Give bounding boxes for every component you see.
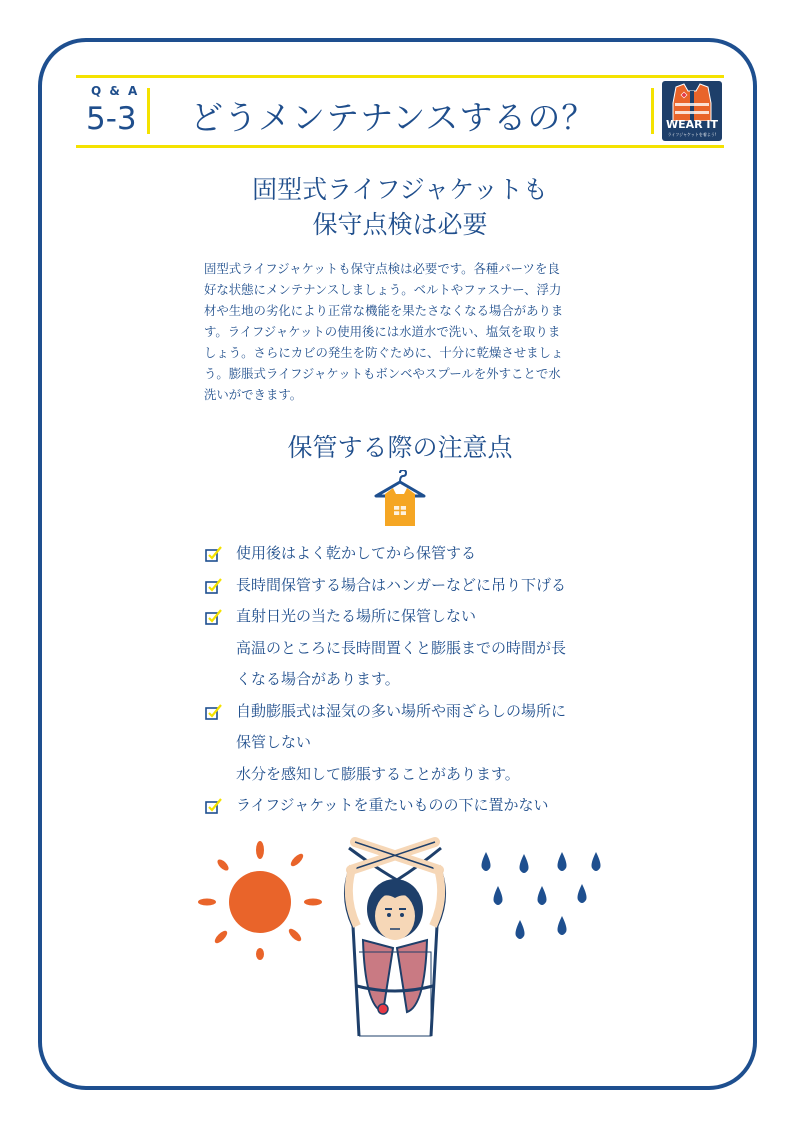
checklist-item-text: 長時間保管する場合はハンガーなどに吊り下げる [236,575,567,594]
header-bottom-rule [76,145,724,148]
checklist-item [205,696,625,728]
life-jacket-icon [662,81,722,121]
checkbox-icon [205,798,223,814]
rain-drops-icon [472,846,610,948]
checklist-item [205,570,625,602]
person-x-gesture-illustration [335,836,455,1046]
section1-heading-line2: 保守点検は必要 [312,210,488,239]
qa-label: Q & A [91,84,140,98]
checklist-item [205,601,625,633]
badge-main-text: WEAR IT [665,118,719,131]
checklist-note: くなる場合があります。 [236,670,400,688]
checklist-item-text: 直射日光の当たる場所に保管しない [236,607,477,625]
sun-icon [195,838,325,960]
checklist-item-continued: 保管しない [236,733,312,751]
checkbox-icon [205,704,223,720]
section1-heading-line1: 固型式ライフジャケットも [252,175,548,204]
checkbox-icon [205,546,223,562]
badge-sub-text: ライフジャケットを着よう! [667,132,717,137]
checklist-note: 水分を感知して膨脹することがあります。 [236,764,520,783]
hanger-vest-icon [372,470,428,528]
checklist-item-text: ライフジャケットを重たいものの下に置かない [236,796,549,814]
paragraph-line: 固型式ライフジャケットも保守点検は必要です。各種パーツを良 [204,261,560,276]
page-title: どうメンテナンスするの？ [190,98,596,137]
paragraph-line: 好な状態にメンテナンスしましょう。ベルトやファスナー、浮力 [204,282,562,297]
checkbox-icon [205,609,223,625]
header-divider [147,88,150,134]
checkbox-icon [205,578,223,594]
paragraph-line: しょう。さらにカビの発生を防ぐために、十分に乾燥させましょ [204,345,564,360]
badge-divider [651,88,654,134]
header-top-rule [76,75,724,78]
section1-paragraph [204,258,600,405]
paragraph-line: す。ライフジャケットの使用後には水道水で洗い、塩気を取りま [204,324,561,339]
wear-it-logo [662,81,722,141]
section2-heading: 保管する際の注意点 [287,433,513,462]
checklist-item-text: 自動膨脹式は湿気の多い場所や雨ざらしの場所に [236,701,567,720]
paragraph-line: 材や生地の劣化により正常な機能を果たさなくなる場合がありま [204,303,564,318]
checklist-item [205,538,625,570]
paragraph-line: 洗いができます。 [204,387,303,402]
checklist-item [205,790,625,822]
storage-checklist [205,538,625,822]
checklist-item-text: 使用後はよく乾かしてから保管する [236,544,477,562]
qa-number: 5-3 [86,101,137,137]
checklist-note: 高温のところに長時間置くと膨脹までの時間が長 [236,638,567,657]
paragraph-line: う。膨脹式ライフジャケットもボンベやスプールを外すことで水 [204,366,561,381]
